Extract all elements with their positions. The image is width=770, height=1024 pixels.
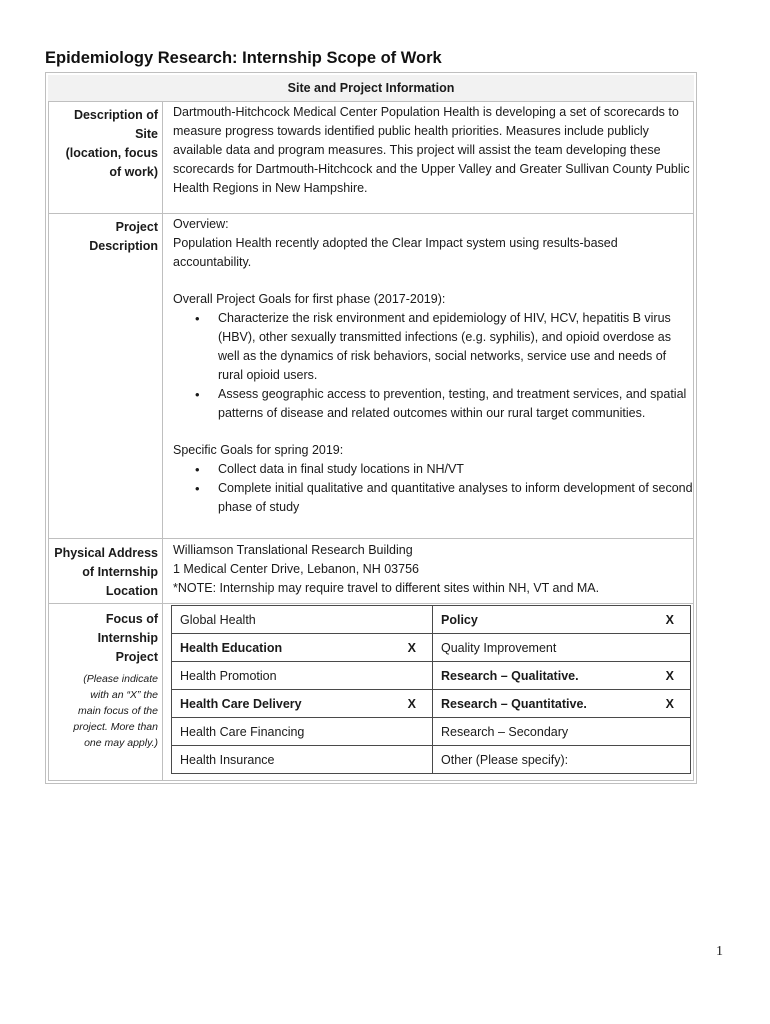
table-row bbox=[172, 662, 691, 690]
table-row bbox=[172, 690, 691, 718]
table-row bbox=[172, 606, 691, 634]
label-line: Internship bbox=[97, 631, 158, 645]
option-label: Research – Quantitative. bbox=[441, 696, 587, 711]
label-column-divider bbox=[162, 101, 163, 781]
specific-goals-list bbox=[173, 460, 693, 517]
row-divider bbox=[48, 213, 694, 214]
label-line: Site bbox=[135, 127, 158, 141]
option-label: Quality Improvement bbox=[441, 640, 557, 655]
physical-address-content bbox=[173, 541, 693, 598]
option-label: Research – Qualitative. bbox=[441, 668, 579, 683]
option-label: Health Promotion bbox=[180, 668, 277, 683]
option-label: Health Insurance bbox=[180, 752, 275, 767]
site-section-header: Site and Project Information bbox=[48, 75, 694, 102]
description-of-site-label bbox=[46, 106, 158, 182]
focus-label bbox=[46, 610, 158, 667]
label-line: (location, focus bbox=[65, 146, 158, 160]
label-line: Project bbox=[115, 220, 158, 234]
list-item: • Characterize the risk environment and epidemiology of HIV, HCV, hepatitis B virus (HBV), other sexually transmitted infections (e.g. syphilis), and opioid overdose as well as the dynamics of risk behaviors, social networks, service use and needs of rural opioid users. bbox=[218, 309, 693, 385]
focus-option-health-care-financing[interactable] bbox=[172, 718, 433, 746]
row-divider bbox=[48, 538, 694, 539]
focus-option-research-secondary[interactable] bbox=[433, 718, 691, 746]
overall-goals-list bbox=[173, 309, 693, 423]
focus-option-quality-improvement[interactable] bbox=[433, 634, 691, 662]
overview-heading: Overview: bbox=[173, 217, 229, 231]
label-line: Project bbox=[115, 650, 158, 664]
address-note: *NOTE: Internship may require travel to different sites within NH, VT and MA. bbox=[173, 581, 600, 595]
option-label: Health Care Financing bbox=[180, 724, 305, 739]
option-mark: X bbox=[407, 696, 416, 711]
address-line: Williamson Translational Research Building bbox=[173, 543, 413, 557]
project-description-label bbox=[46, 218, 158, 256]
label-line: Location bbox=[105, 584, 158, 598]
overall-goals-heading: Overall Project Goals for first phase (2017-2019): bbox=[173, 292, 446, 306]
focus-instruction bbox=[46, 671, 158, 751]
instruction-line: (Please indicate bbox=[83, 673, 158, 685]
table-row bbox=[172, 634, 691, 662]
overview-text: Population Health recently adopted the Clear Impact system using results-based accountability. bbox=[173, 236, 618, 269]
table-row bbox=[172, 746, 691, 774]
page-number: 1 bbox=[716, 944, 723, 959]
focus-option-other[interactable] bbox=[433, 746, 691, 774]
list-item: • Assess geographic access to prevention, testing, and treatment services, and spatial patterns of disease and related outcomes within our rural target communities. bbox=[218, 385, 693, 423]
option-label: Health Education bbox=[180, 640, 283, 655]
focus-option-health-care-delivery[interactable] bbox=[172, 690, 433, 718]
address-line: 1 Medical Center Drive, Lebanon, NH 03756 bbox=[173, 562, 419, 576]
list-item: • Collect data in final study locations in NH/VT bbox=[218, 460, 693, 479]
focus-option-health-promotion[interactable] bbox=[172, 662, 433, 690]
focus-option-health-education[interactable] bbox=[172, 634, 433, 662]
description-paragraph: Dartmouth-Hitchcock Medical Center Population Health is developing a set of scorecards to measure progress towards identified public health priorities. Measures include publicly available data and program measures. This project will assist the team developing these scorecards for Dartmouth-Hitchcock and the Upper Valley and Greater Sullivan County Public Health Regions in New Hampshire. bbox=[173, 105, 690, 195]
instruction-line: main focus of the bbox=[78, 705, 158, 717]
label-line: Focus of bbox=[105, 612, 158, 626]
focus-option-health-insurance[interactable] bbox=[172, 746, 433, 774]
option-label: Other (Please specify): bbox=[441, 752, 569, 767]
list-item: • Complete initial qualitative and quantitative analyses to inform development of second phase of study bbox=[218, 479, 693, 517]
label-line: Description of bbox=[73, 108, 158, 122]
option-mark: X bbox=[407, 640, 416, 655]
label-line: of work) bbox=[109, 165, 158, 179]
row-divider bbox=[48, 603, 694, 604]
option-mark: X bbox=[665, 668, 674, 683]
focus-option-global-health[interactable] bbox=[172, 606, 433, 634]
physical-address-label bbox=[46, 544, 158, 601]
focus-option-policy[interactable] bbox=[433, 606, 691, 634]
label-line: Description bbox=[89, 239, 158, 253]
instruction-line: one may apply.) bbox=[84, 737, 158, 749]
document-title: Epidemiology Research: Internship Scope of Work bbox=[45, 49, 442, 67]
option-mark: X bbox=[665, 612, 674, 627]
instruction-line: project. More than bbox=[73, 721, 158, 733]
label-line: Physical Address bbox=[54, 546, 158, 560]
focus-option-research-qualitative[interactable] bbox=[433, 662, 691, 690]
option-mark: X bbox=[665, 696, 674, 711]
option-label: Policy bbox=[441, 612, 478, 627]
project-description-content bbox=[173, 215, 693, 517]
site-project-table bbox=[45, 72, 697, 784]
focus-option-research-quantitative[interactable] bbox=[433, 690, 691, 718]
focus-options-table bbox=[171, 605, 691, 774]
label-line: of Internship bbox=[82, 565, 158, 579]
specific-goals-heading: Specific Goals for spring 2019: bbox=[173, 443, 344, 457]
instruction-line: with an “X” the bbox=[90, 689, 158, 701]
option-label: Global Health bbox=[180, 612, 256, 627]
table-row bbox=[172, 718, 691, 746]
description-of-site-text bbox=[173, 103, 693, 198]
option-label: Health Care Delivery bbox=[180, 696, 302, 711]
option-label: Research – Secondary bbox=[441, 724, 569, 739]
